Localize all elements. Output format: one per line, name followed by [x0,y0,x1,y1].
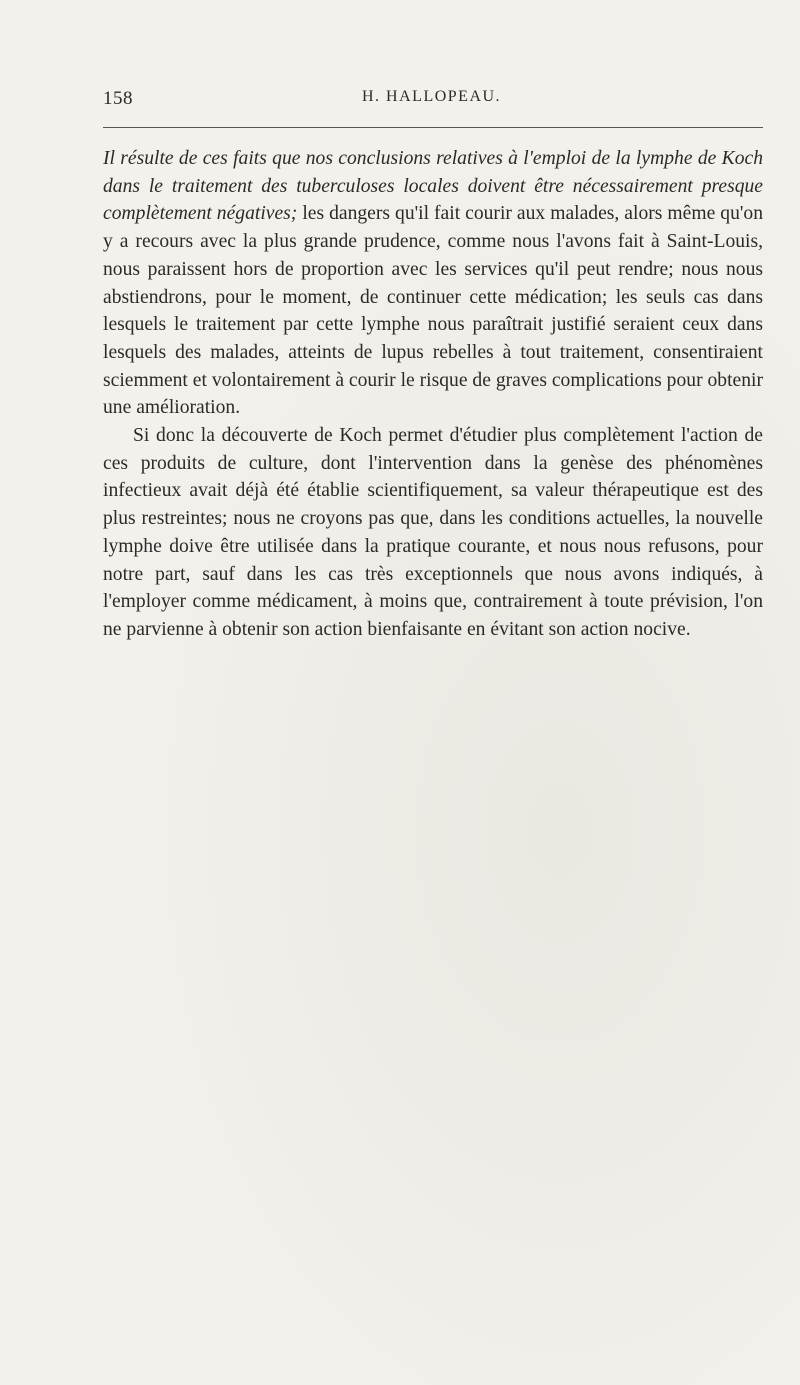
page-number: 158 [103,88,133,109]
page-header [103,88,763,118]
running-head: H. HALLOPEAU. [362,88,502,105]
header-rule [103,127,763,128]
paragraph-1-italic: Il résulte de ces faits que nos conclusions relatives à l'emploi de la lymphe de Koch dans le traitement des tuberculoses locales doivent être nécessairement presque complètement négatives; [103,148,763,225]
paragraph-1-roman: les dangers qu'il fait courir aux malades, alors même qu'on y a recours avec la plus grande prudence, comme nous l'avons fait à Saint-Louis, nous paraissent hors de proportion avec les services qu'il peut rendre; nous nous abstiendrons, pour le moment, de continuer cette médication; les seuls cas dans lesquels le traitement par cette lymphe nous paraîtrait justifié seraient ceux dans lesquels des malades, atteints de lupus rebelles à tout traitement, consentiraient sciemment et volontairement à courir le risque de graves complications pour obtenir une amélioration. [103,203,763,419]
paragraph-2: Si donc la découverte de Koch permet d'étudier plus complètement l'action de ces produits de culture, dont l'intervention dans la genèse des phénomènes infectieux avait déjà été établie scientifiquement, sa valeur thérapeutique est des plus restreintes; nous ne croyons pas que, dans les conditions actuelles, la nouvelle lymphe doive être utilisée dans la pratique courante, et nous nous refusons, pour notre part, sauf dans les cas très exceptionnels que nous avons indiqués, à l'employer comme médicament, à moins que, contrairement à toute prévision, l'on ne parvienne à obtenir son action bienfaisante en évitant son action nocive. [103,425,763,640]
body-text [103,145,763,644]
paragraph-1 [103,145,763,422]
